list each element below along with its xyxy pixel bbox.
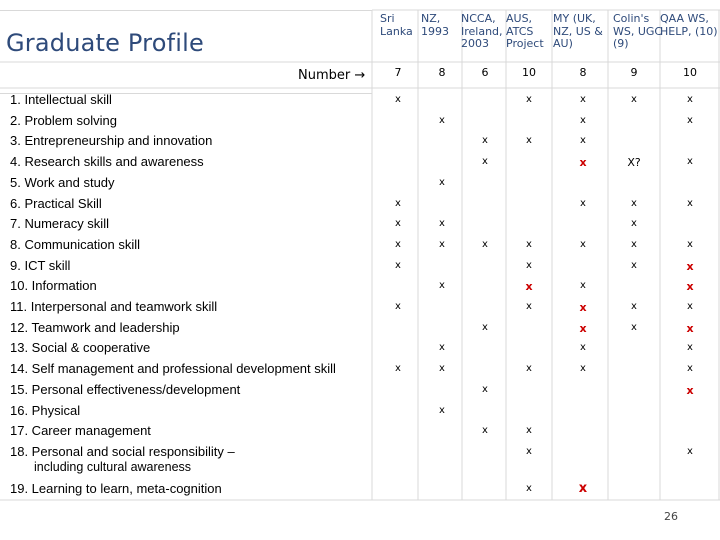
attribute-label: 8. Communication skill	[10, 236, 141, 252]
mark-cell: x	[687, 445, 693, 457]
mark-cell: x	[526, 425, 532, 437]
attribute-label: 5. Work and study	[10, 174, 115, 190]
column-header: AUS, ATCS Project	[506, 12, 544, 50]
mark-cell: x	[579, 156, 587, 170]
mark-cell: x	[580, 363, 586, 375]
mark-cell: x	[482, 156, 488, 168]
attribute-label: 17. Career management	[10, 423, 151, 439]
column-header: QAA WS, HELP, (10)	[660, 12, 718, 38]
mark-cell: x	[395, 238, 401, 250]
attribute-label: 9. ICT skill	[10, 257, 71, 273]
slide-number: 26	[664, 510, 678, 523]
mark-cell: x	[631, 218, 637, 230]
mark-cell: x	[526, 94, 532, 105]
mark-cell: x	[631, 238, 637, 250]
attribute-label: 10. Information	[10, 278, 97, 294]
attribute-label: 7. Numeracy skill	[10, 216, 109, 232]
mark-cell: X?	[627, 156, 641, 170]
mark-cell: x	[526, 301, 532, 312]
mark-cell: x	[526, 259, 532, 271]
mark-cell: x	[439, 363, 445, 375]
mark-cell: x	[580, 342, 586, 354]
mark-cell: x	[687, 238, 693, 250]
mark-cell: x	[482, 238, 488, 250]
mark-cell: x	[580, 135, 586, 147]
mark-cell: x	[631, 197, 637, 209]
column-number: 8	[438, 66, 446, 79]
mark-cell: x	[580, 197, 586, 209]
column-number: 6	[481, 66, 489, 79]
attribute-label: 19. Learning to learn, meta-cognition	[10, 481, 222, 497]
page-title: Graduate Profile	[6, 29, 204, 57]
mark-cell: x	[579, 301, 587, 314]
mark-cell: x	[631, 259, 637, 271]
mark-cell: x	[631, 94, 637, 105]
mark-cell: x	[439, 280, 445, 292]
mark-cell: x	[395, 197, 401, 209]
mark-cell: x	[687, 94, 693, 105]
mark-cell: x	[687, 156, 693, 168]
attribute-label: 4. Research skills and awareness	[10, 154, 204, 170]
mark-cell: x	[526, 363, 532, 375]
mark-cell: x	[686, 383, 694, 397]
column-header: NCCA, Ireland, 2003	[461, 12, 503, 50]
mark-cell: x	[482, 321, 488, 333]
column-header: Sri Lanka	[380, 12, 413, 38]
attribute-label: 15. Personal effectiveness/development	[10, 381, 241, 397]
attribute-label: 14. Self management and professional development skill	[10, 361, 336, 377]
mark-cell: x	[525, 280, 533, 294]
mark-cell: x	[439, 176, 445, 188]
mark-cell: x	[580, 94, 586, 105]
mark-cell: x	[687, 342, 693, 354]
column-header: NZ, 1993	[421, 12, 449, 38]
column-number: 10	[522, 66, 536, 79]
column-header: MY (UK, NZ, US & AU)	[553, 12, 603, 50]
mark-cell: x	[631, 321, 637, 333]
mark-cell: x	[686, 321, 694, 335]
attribute-label: 12. Teamwork and leadership	[10, 319, 180, 335]
mark-cell: x	[580, 238, 586, 250]
mark-cell: x	[580, 280, 586, 292]
mark-cell: x	[526, 135, 532, 147]
mark-cell: x	[687, 197, 693, 209]
attribute-label: 18. Personal and social responsibility –	[10, 443, 235, 459]
mark-cell: x	[395, 363, 401, 375]
column-number: 10	[683, 66, 697, 79]
mark-cell: x	[687, 301, 693, 312]
mark-cell: x	[526, 483, 532, 495]
mark-cell: x	[395, 94, 401, 105]
mark-cell: x	[439, 404, 445, 416]
mark-cell: x	[631, 301, 637, 312]
mark-cell: x	[686, 280, 694, 294]
mark-cell: x	[687, 363, 693, 375]
mark-cell: x	[526, 445, 532, 457]
mark-cell: x	[395, 301, 401, 312]
mark-cell: x	[439, 238, 445, 250]
column-number: 8	[579, 66, 587, 79]
mark-cell: x	[686, 259, 694, 273]
mark-cell: x	[395, 259, 401, 271]
mark-cell: x	[526, 238, 532, 250]
mark-cell: x	[439, 218, 445, 230]
mark-cell: x	[439, 114, 445, 126]
attribute-label: 6. Practical Skill	[10, 195, 102, 211]
mark-cell: x	[580, 114, 586, 126]
number-row-label: Number →	[298, 68, 366, 83]
mark-cell: x	[482, 135, 488, 147]
attribute-label-continuation: including cultural awareness	[34, 459, 192, 474]
mark-cell: x	[395, 218, 401, 230]
mark-cell: x	[579, 321, 587, 335]
attribute-label: 16. Physical	[10, 402, 81, 418]
mark-cell: x	[578, 481, 588, 497]
mark-cell: x	[482, 425, 488, 437]
column-number: 9	[630, 66, 638, 79]
column-header: Colin's WS, UGC (9)	[613, 12, 663, 50]
mark-cell: x	[439, 342, 445, 354]
attribute-label: 11. Interpersonal and teamwork skill	[10, 299, 218, 314]
attribute-label: 3. Entrepreneurship and innovation	[10, 133, 213, 149]
mark-cell: x	[482, 383, 488, 395]
attribute-label: 2. Problem solving	[10, 112, 117, 128]
column-number: 7	[394, 66, 402, 79]
attribute-label: 13. Social & cooperative	[10, 340, 151, 356]
attribute-label: 1. Intellectual skill	[10, 92, 112, 107]
mark-cell: x	[687, 114, 693, 126]
